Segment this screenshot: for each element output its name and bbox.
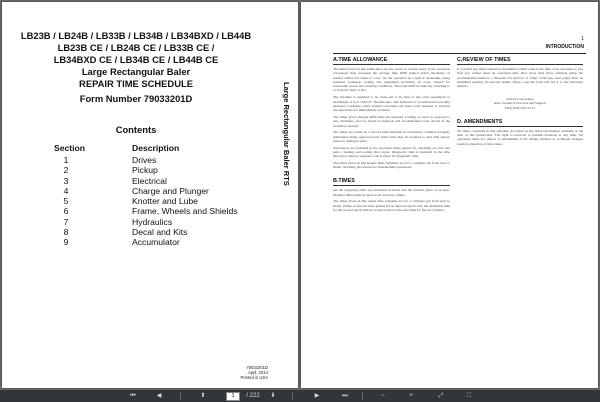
right-text-column — [457, 57, 583, 149]
section-description: Charge and Plunger — [132, 185, 209, 196]
section-number: 6 — [63, 206, 69, 217]
footer-line: Printed in USA — [240, 375, 268, 380]
section-description: Electrical — [132, 175, 167, 186]
total-pages-label: / 222 — [246, 393, 260, 399]
section-number: 9 — [63, 237, 69, 248]
toolbar-separator — [292, 392, 293, 400]
paragraph: The times given in this Repair Time Schedule are for a complete job from start to finish, including allowances for intermediate operations. — [333, 161, 450, 170]
toolbar-separator — [180, 392, 181, 400]
contents-row — [2, 206, 270, 216]
cover-title-line: LB23B / LB24B / LB33B / LB34B / LB34BXD / LB44B — [20, 30, 252, 41]
section-description: Frame, Wheels and Shields — [132, 206, 238, 217]
contents-row — [2, 237, 270, 247]
section-description: Decal and Kits — [132, 227, 188, 238]
section-number: 7 — [63, 216, 69, 227]
paragraph: Allowances are included in the operation times quoted for obtaining all tools and parts, cleaning and tooling after repair. Diagnostic time is included in the time allowance unless a separate code is listed for diagnostic time. — [333, 145, 450, 159]
next-page-icon[interactable]: ▶ — [314, 393, 320, 399]
section-description: Drives — [132, 155, 157, 165]
contents-row — [2, 196, 270, 206]
section-description: Hydraulics — [132, 216, 173, 227]
contents-row — [2, 165, 270, 175]
contents-title: Contents — [115, 124, 157, 135]
publication-footer — [241, 365, 268, 380]
paragraph: The times given in this repair time schedule are for a complete job from start to finish. Where access has been gained for an adjacent repair only the additional time for the second repair will be accepted and not the total time for the two failures. — [333, 199, 450, 212]
contents-row — [2, 176, 270, 186]
contents-row — [2, 155, 270, 165]
paragraph: The times listed in this publication are the result of careful study of the operation concerned; they represent the average time ONE trained dealer mechanic, of normal ability has taken to carry out the operation in a typical dealership, using standard workshop tooling and equipment including air tools, treated for reasonable access and working conditions. They DO NOT include any traveling to or from the farm or site. — [333, 67, 450, 93]
section-number: 8 — [63, 227, 69, 238]
address-line: Attn: Technical Services and Support — [493, 101, 547, 106]
header-rule — [333, 53, 586, 54]
fax-address — [457, 97, 583, 110]
section-description: Knotter and Lube — [132, 196, 198, 207]
section-number: 5 — [63, 196, 69, 207]
section-description: Pickup — [132, 165, 158, 176]
last-page-icon[interactable]: ⏭ — [342, 393, 348, 399]
paragraph: All times contained in this schedule are based on the latest information available at the time of this publication. The right is reserved to publish revisions at any time. All operation times are subject to amendment if the design, method or technique changes result in alteration of time taken. — [457, 128, 583, 146]
footer-line: April, 2014 — [247, 370, 268, 375]
zoom-in-icon[interactable]: + — [409, 393, 413, 399]
toolbar-separator — [362, 392, 363, 400]
page-down-icon[interactable]: ⬇ — [270, 393, 276, 399]
contents-row — [2, 227, 270, 237]
paragraph: If you find any improvement in the method which reduces the time of an operation or you find you cannot meet an operation time after more than three attempts using the recommended method, a "Request for Review of Time" form (see next page) must be submitted quoting all relevant details. Photo copy the form and fax it to the following address: — [457, 67, 583, 89]
viewer-toolbar — [0, 390, 600, 402]
contents-row — [2, 186, 270, 196]
paragraph: The times are based on a second hand machine in reasonable condition properly maintained using approved parts. Extra time may be required to deal with seized, rusted or damaged parts. — [333, 130, 450, 143]
section-number: 3 — [63, 175, 69, 186]
section-title: B.TIMES — [333, 178, 450, 186]
paragraph: The times given include difficulties encountered working on used as opposed to new machines, and are based on methods and recommended tools shown in the workshop manual. — [333, 114, 450, 128]
cover-title-block — [2, 30, 270, 90]
address-line: AGCO Corporation — [506, 96, 534, 101]
cover-title-line: LB23B CE / LB24B CE / LB33B CE / — [57, 42, 215, 53]
section-title: A.TIME ALLOWANCE — [333, 57, 450, 65]
cover-title-line: REPAIR TIME SCHEDULE — [79, 78, 193, 89]
page-up-icon[interactable]: ⬆ — [200, 393, 206, 399]
cover-title-line: Large Rectangular Baler — [81, 66, 191, 77]
section-number: 2 — [63, 165, 69, 176]
section-title: D. AMENDMENTS — [457, 119, 583, 127]
paragraph: The machine is assumed to be clean and to be base of any extra equipment or attachment of non "AGCO" manufacture, and delivered to an authorized and duly equipped workshop where trained personnel and spare parts required to perform the operations are immediately available. — [333, 95, 450, 113]
contents-list — [2, 155, 270, 248]
introduction-page — [301, 2, 598, 388]
left-text-column — [333, 57, 450, 215]
cover-title-line: LB34BXD CE / LB34B CE / LB44B CE — [53, 54, 219, 65]
section-number: 4 — [63, 185, 69, 196]
footer-line: 79033201D — [246, 365, 268, 370]
fullscreen-icon[interactable]: ⛶ — [466, 393, 472, 399]
zoom-out-icon[interactable]: − — [381, 393, 385, 399]
section-description: Accumulator — [132, 237, 180, 248]
fit-page-icon[interactable]: ⤢ — [438, 393, 444, 399]
spine-title: Large Rectangular Baler RTS — [282, 82, 291, 186]
current-page-input[interactable]: 1 — [226, 392, 240, 401]
contents-row — [2, 217, 270, 227]
address-line: FAX:(620) 327-5713 — [505, 105, 535, 110]
section-title: C.REVIEW OF TIMES — [457, 57, 583, 65]
section-number: 1 — [63, 155, 69, 165]
cover-page — [2, 2, 298, 388]
section-column-header: Section — [54, 143, 86, 153]
page-heading: INTRODUCTION — [545, 44, 584, 50]
page-number: 1 — [581, 36, 584, 42]
description-column-header: Description — [132, 143, 180, 153]
previous-page-icon[interactable]: ◀ — [156, 393, 162, 399]
form-number: Form Number 79033201D — [79, 93, 193, 104]
first-page-icon[interactable]: ⏮ — [130, 393, 136, 399]
paragraph: All the operating times are presented in hours and the decimal parts of an hour. Decimal times must be used on all warranty claims. — [333, 188, 450, 197]
